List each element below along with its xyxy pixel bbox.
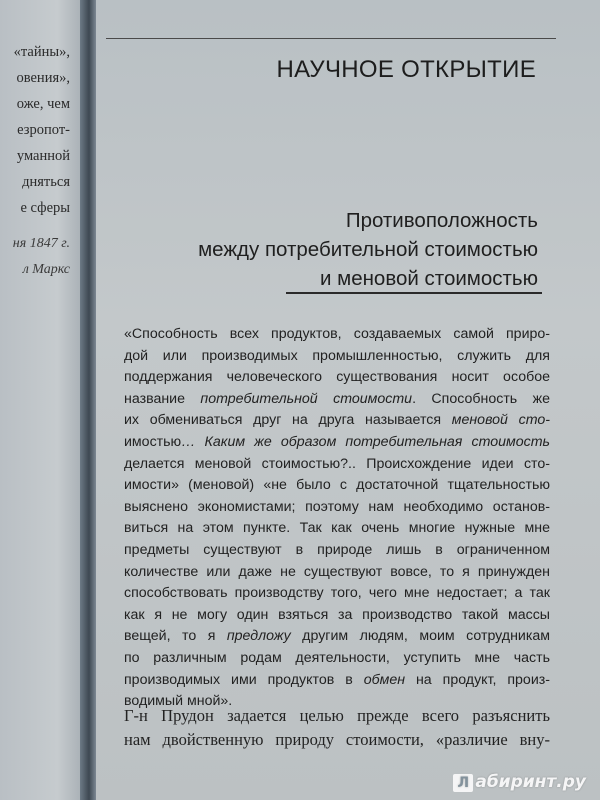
watermark-text: абиринт.ру — [475, 772, 586, 792]
text-line: делается меновой стоимостью?.. Происхождение идеи сто- — [124, 455, 550, 472]
italic-term: … Каким же образом потребительная стоимость — [181, 433, 550, 450]
text-run: другим людям, моим сотрудникам — [290, 628, 550, 645]
left-text-line: езропот- — [17, 122, 70, 138]
text-line: Г-н Прудон задается целью прежде всего разъяснить — [124, 706, 550, 725]
text-line: дой или производимых промышленностью, служить для — [124, 347, 550, 364]
text-line: по различным родам деятельности, уступить мне часть — [124, 649, 550, 666]
quote-paragraph — [124, 324, 550, 713]
left-text-line: овения», — [16, 70, 70, 86]
heading-line: и меновой стоимостью — [319, 267, 538, 290]
text-line: нам двойственную природу стоимости, «различие вну- — [124, 730, 550, 749]
section-title: НАУЧНОЕ ОТКРЫТИЕ — [276, 56, 536, 83]
heading-rule — [286, 292, 542, 294]
text-line: водимый мной». — [124, 693, 233, 710]
text-run: вещей, то я — [124, 628, 227, 645]
running-header — [396, 10, 556, 24]
text-line: виться на этом пункте. Так как очень многие нужные мне — [124, 520, 550, 537]
left-italic-line: ня 1847 г. — [12, 236, 70, 251]
left-page — [0, 0, 82, 800]
left-text-line: е сферы — [20, 200, 70, 216]
top-rule — [106, 38, 556, 39]
left-text-line: дняться — [22, 174, 70, 190]
text-line: количестве или даже не существуют вовсе, то я принужден — [124, 563, 550, 580]
left-text-line: оже, чем — [16, 96, 70, 112]
text-run: название — [124, 390, 201, 407]
left-text-line: «тайны», — [13, 44, 70, 60]
text-line — [124, 389, 550, 411]
italic-term: потребительной стоимости — [200, 390, 413, 407]
text-line: способствовать производству того, чего мне недостает; а так — [124, 585, 550, 602]
heading-line: Противоположность — [345, 209, 538, 232]
italic-term: обмен — [363, 671, 406, 688]
italic-term: меновой сто- — [451, 412, 550, 429]
text-line: предметы существуют в природе лишь в ограниченном — [124, 541, 550, 558]
text-line: выяснено экономистами; поэтому нам необходимо останов- — [124, 498, 550, 515]
chapter-heading — [198, 206, 538, 293]
book-page — [96, 0, 600, 800]
text-line — [124, 626, 550, 648]
left-text-line: уманной — [16, 148, 70, 164]
text-run: их обмениваться друг на друга называется — [124, 412, 452, 429]
heading-line: между потребительной стоимостью — [198, 238, 538, 261]
text-line — [124, 410, 550, 432]
text-line: имости» (меновой) «не было с достаточной тщательностью — [124, 477, 550, 494]
text-line — [124, 432, 550, 454]
italic-term: предложу — [226, 628, 291, 645]
labirint-logo-icon: Л — [453, 774, 473, 792]
text-run: на продукт, произ- — [405, 671, 550, 688]
text-line: «Способность всех продуктов, создаваемых самой приро- — [124, 326, 550, 342]
text-run: имостью — [124, 433, 182, 450]
text-run: . Способность же — [412, 390, 550, 407]
text-line — [124, 670, 550, 692]
body-paragraph — [124, 704, 550, 752]
watermark — [453, 772, 586, 792]
left-italic-line: л Маркс — [22, 262, 70, 277]
text-line: поддержания человеческого существования носит особое — [124, 369, 550, 386]
text-run: производимых ими продуктов в — [124, 671, 364, 688]
text-line: как я не могу один взяться за производство такой массы — [124, 606, 550, 623]
